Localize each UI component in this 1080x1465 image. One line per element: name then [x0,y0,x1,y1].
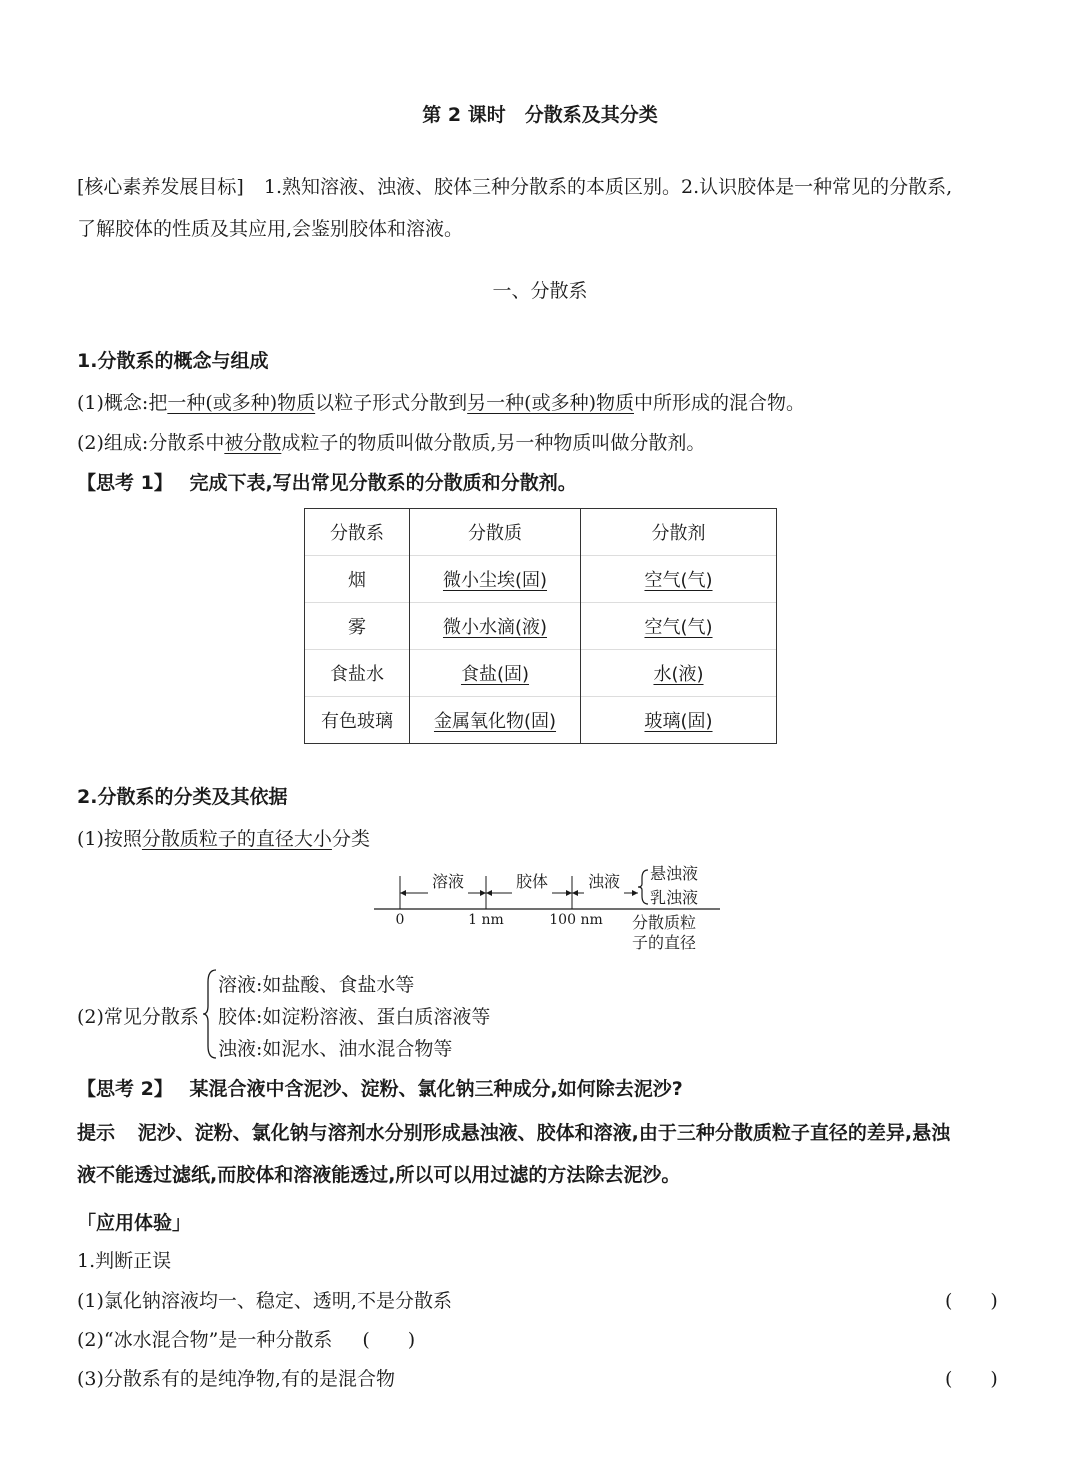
table-answer: 空气(气) [644,617,713,638]
table-cell [410,697,581,744]
arrowhead [400,890,406,896]
def-text-post: 中所形成的混合物。 [634,392,806,414]
table-header: 分散剂 [581,509,777,556]
table-cell: 烟 [305,556,410,603]
arrowhead [632,890,638,896]
hint-line2: 液不能透过滤纸,而胶体和溶液能透过,所以可以用过滤的方法除去泥沙。 [77,1164,681,1186]
table-cell [410,556,581,603]
axis-label-line1: 分散质粒 [632,913,697,932]
table-answer: 玻璃(固) [644,711,713,732]
section-title: 一、分散系 [492,280,588,302]
practice-question-heading: 1.判断正误 [77,1250,172,1272]
table-header: 分散系 [305,509,410,556]
table-cell [410,603,581,650]
arrowhead [486,890,492,896]
table-header: 分散质 [410,509,581,556]
axis-label-line2: 子的直径 [632,933,697,952]
hint-text1: 泥沙、淀粉、氯化钠与溶剂水分别形成悬浊液、胶体和溶液,由于三种分散质粒子直径的差异,悬浊 [137,1122,951,1144]
basis-text-post: 分类 [331,828,370,850]
objectives-label: [核心素养发展目标] [77,176,244,198]
practice-item: (2)“冰水混合物”是一种分散系 [77,1329,333,1351]
arrowhead [566,890,572,896]
answer-paren[interactable]: ( ) [945,1368,998,1390]
seg-label-solution: 溶液 [431,872,465,891]
comp-answer: 被分散 [224,432,282,454]
table-answer: 金属氧化物(固) [433,711,557,732]
comp-text-pre: (2)组成:分散系中 [77,432,225,454]
practice-item: (3)分散系有的是纯净物,有的是混合物 [77,1368,395,1390]
basis-answer: 分散质粒子的直径大小 [141,828,332,850]
table-cell [581,697,777,744]
table-row [305,556,777,603]
table-cell: 有色玻璃 [305,697,410,744]
table-cell [581,603,777,650]
common-brace [202,968,218,1060]
objectives-line2: 了解胶体的性质及其应用,会鉴别胶体和溶液。 [77,218,464,240]
table-cell [581,556,777,603]
table-answer: 空气(气) [644,570,713,591]
think2 [77,1074,683,1101]
table-header-row [305,509,777,556]
dispersion-table [304,508,777,744]
think1 [77,468,577,495]
table-row [305,697,777,744]
table-cell [410,650,581,697]
lesson-title: 第 2 课时 分散系及其分类 [422,104,658,126]
common-item: 胶体:如淀粉溶液、蛋白质溶液等 [218,1006,491,1028]
answer-paren[interactable]: ( ) [945,1290,998,1312]
def-text-pre: (1)概念:把 [77,392,168,414]
sub-label-suspension: 悬浊液 [650,864,699,883]
def-answer-1: 一种(或多种)物质 [167,392,316,414]
concept-composition [77,428,705,455]
table-answer: 水(液) [653,664,704,685]
think2-label: 【思考 2】 [77,1078,173,1100]
table-answer: 食盐(固) [460,664,530,685]
diagram-brace [638,870,648,904]
tick-label-0: 0 [395,912,405,928]
def-text-mid: 以粒子形式分散到 [315,392,468,414]
def-answer-2: 另一种(或多种)物质 [467,392,634,414]
concept-definition [77,388,805,415]
seg-label-turbid: 浊液 [587,872,621,891]
classification-basis [77,824,370,851]
objectives-text1: 1.熟知溶液、浊液、胶体三种分散系的本质区别。2.认识胶体是一种常见的分散系, [263,176,953,198]
think1-label: 【思考 1】 [77,472,173,494]
arrowhead [572,890,578,896]
practice-item: (1)氯化钠溶液均一、稳定、透明,不是分散系 [77,1290,452,1312]
think1-text: 完成下表,写出常见分散系的分散质和分散剂。 [189,472,577,494]
hint-line1 [77,1118,950,1145]
table-row [305,603,777,650]
practice-title: 「应用体验」 [77,1212,192,1234]
table-cell: 食盐水 [305,650,410,697]
common-item: 浊液:如泥水、油水混合物等 [218,1038,453,1060]
basis-text-pre: (1)按照 [77,828,142,850]
tick-label-100nm: 100 nm [549,912,603,928]
answer-paren[interactable]: ( ) [362,1329,416,1351]
tick-label-1nm: 1 nm [468,912,504,928]
table-answer: 微小尘埃(固) [442,570,548,591]
common-label: (2)常见分散系 [77,1006,199,1028]
sub-label-emulsion: 乳浊液 [650,888,699,907]
seg-label-colloid: 胶体 [515,872,549,891]
arrowhead [480,890,486,896]
particle-size-diagram [360,860,720,955]
concept-heading: 1.分散系的概念与组成 [77,350,269,372]
think2-question: 某混合液中含泥沙、淀粉、氯化钠三种成分,如何除去泥沙? [189,1078,683,1100]
table-cell [581,650,777,697]
classification-heading: 2.分散系的分类及其依据 [77,786,288,808]
table-cell: 雾 [305,603,410,650]
comp-text-post: 成粒子的物质叫做分散质,另一种物质叫做分散剂。 [281,432,706,454]
table-answer: 微小水滴(液) [442,617,548,638]
hint-label: 提示 [77,1122,116,1144]
common-item: 溶液:如盐酸、食盐水等 [218,974,415,996]
practice-item-2 [77,1325,415,1352]
objectives-line1 [77,172,952,199]
table-row [305,650,777,697]
